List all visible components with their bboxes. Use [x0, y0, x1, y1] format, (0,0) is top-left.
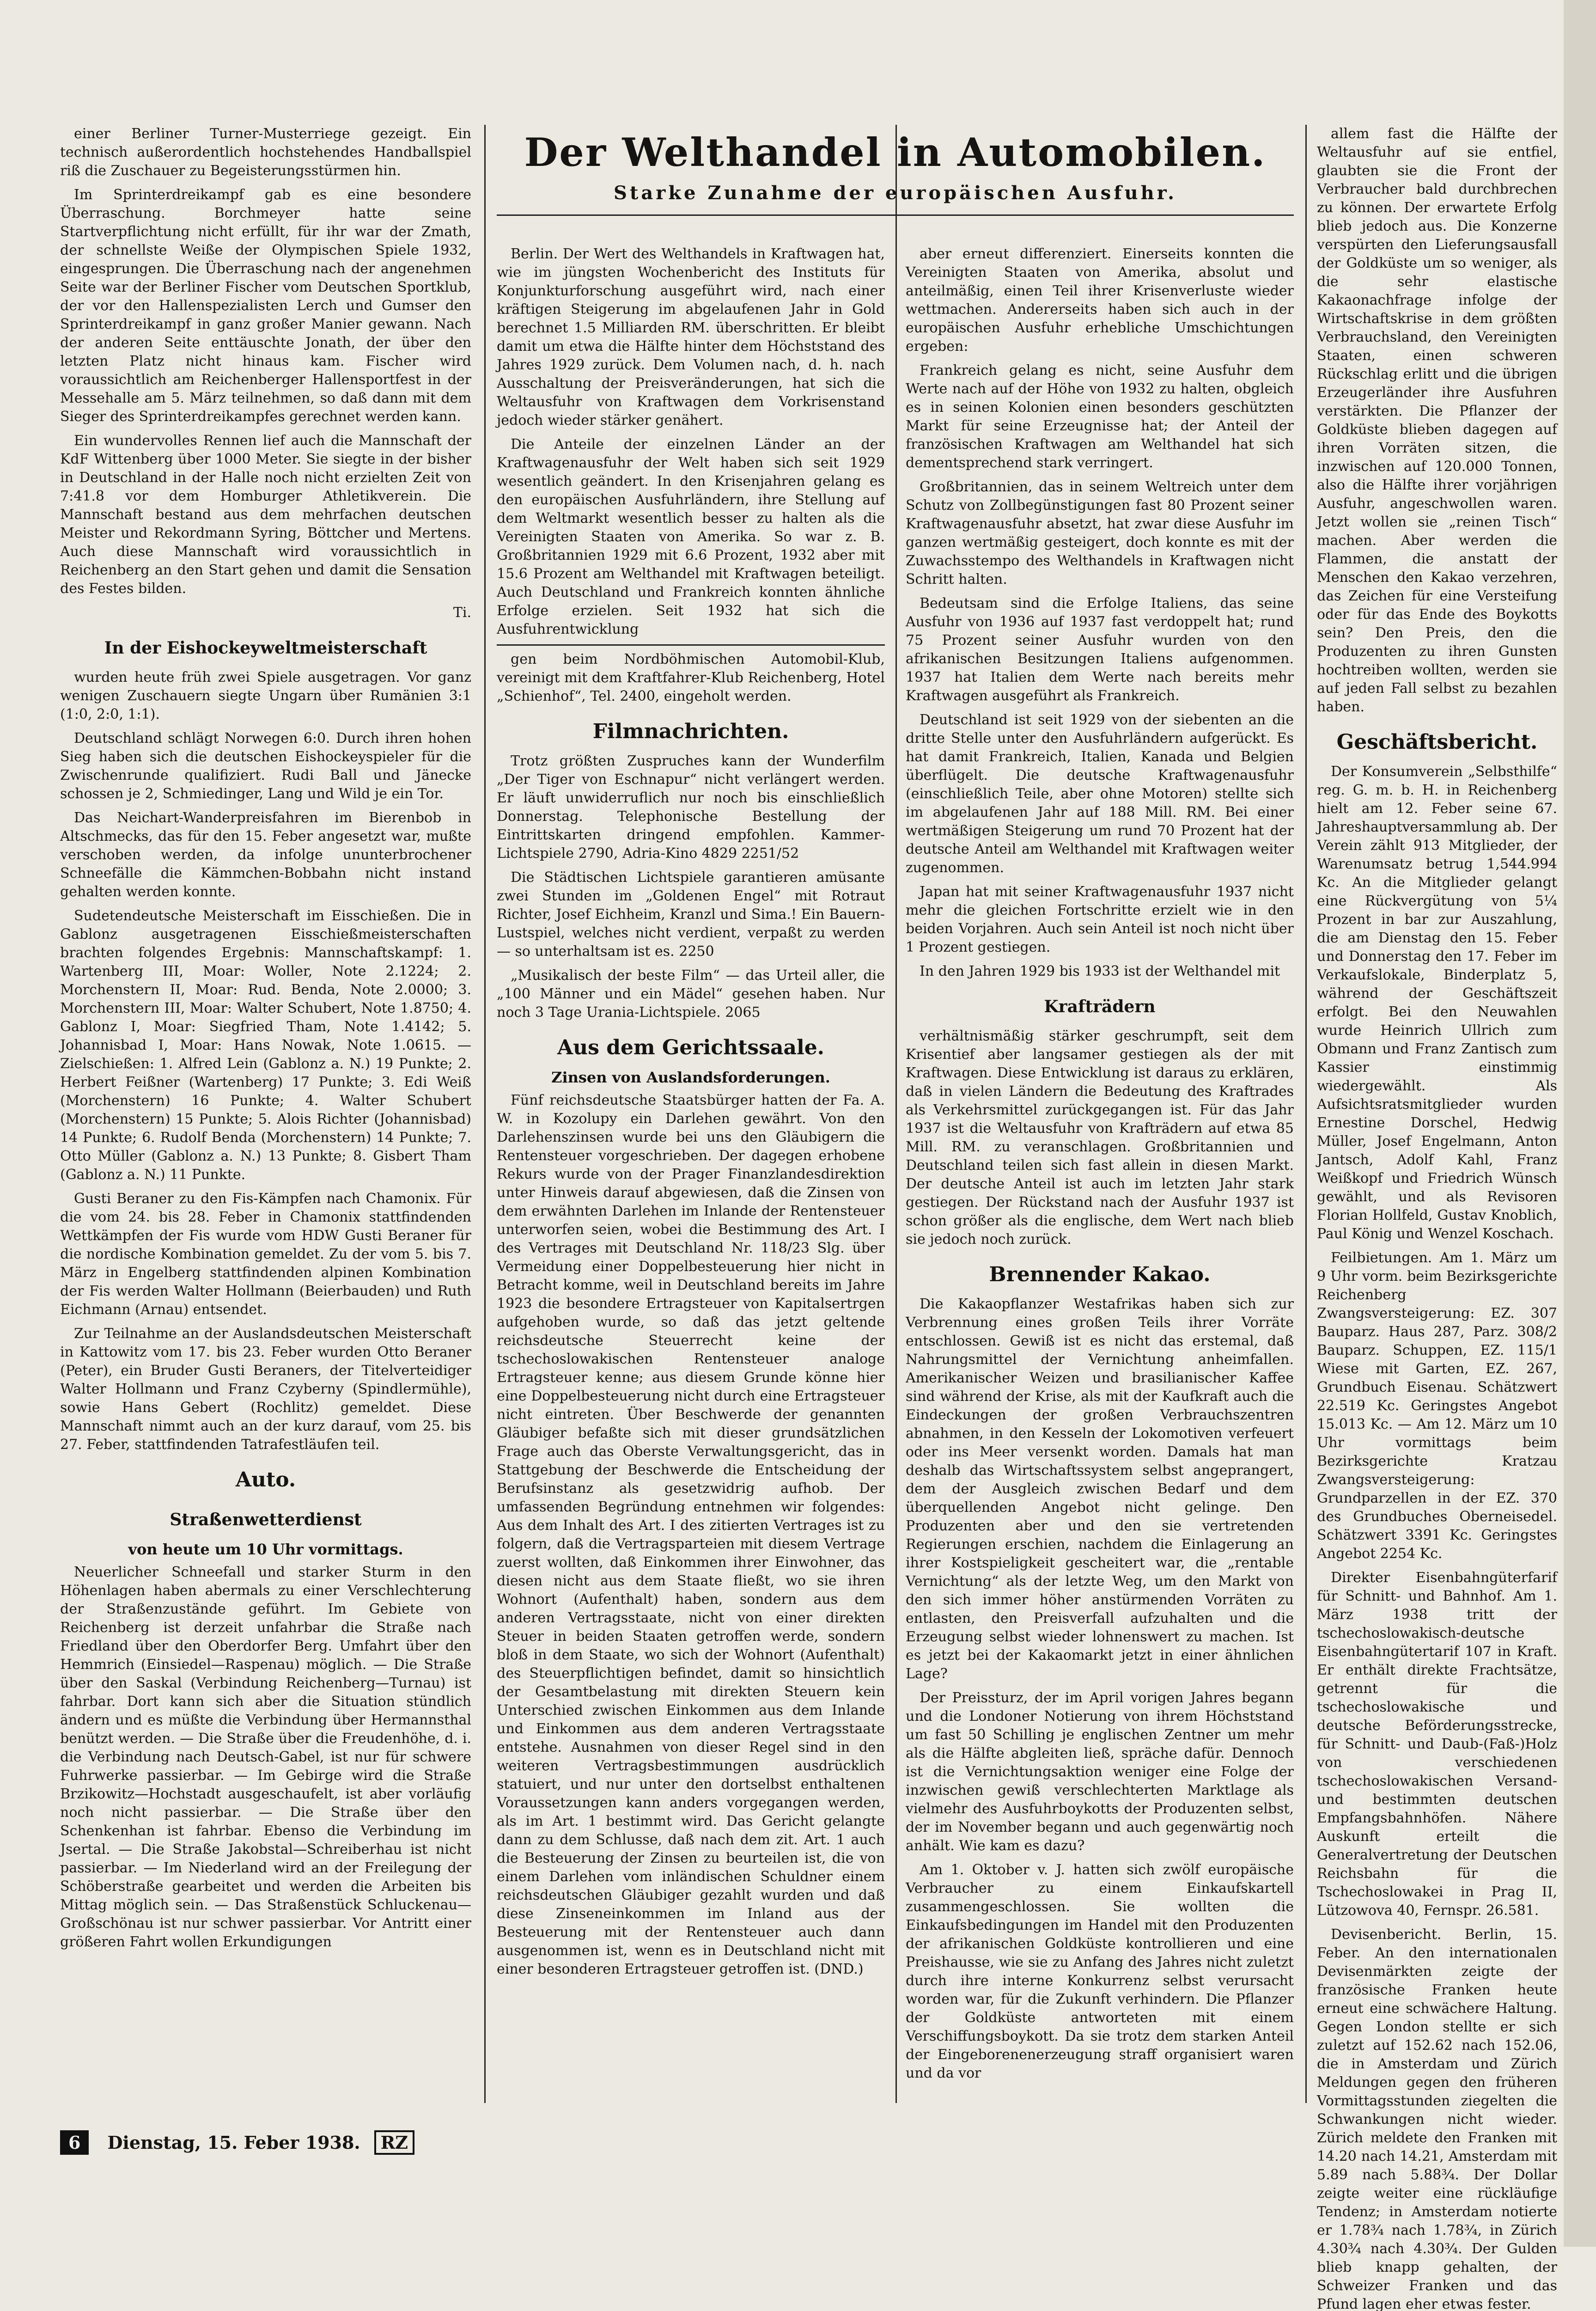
newspaper-page: [60, 69, 1557, 2311]
col4-sec2: [1317, 763, 1557, 2311]
col1-sec2-title: In der Eishockeyweltmeisterschaft: [104, 638, 427, 658]
article-paragraph: Fünf reichsdeutsche Staatsbürger hatten der Fa. A. W. in Kozolupy ein Darlehen gewährt. Von den Darlehenszinsen wurde bei uns den Gläubigern die Rentensteuer vorgeschrieben. Der dagegen erhobene Rekurs wurde von der Prager Finanzlandesdirektion unter Hinweis darauf abgewiesen, daß die Zinsen von dem erwähnten Darlehen im Inlande der Rentensteuer unterworfen seien, wobei die Bestimmung des Art. I des Vertrages mit Deutschland Nr. 118/23 Slg. über Vermeidung einer Doppelbesteuerung hier nicht in Betracht komme, weil in Deutschland bereits im Jahre 1923 die besondere Ertragsteuer von Kapitalsertrgen aufgehoben wurde, so daß das jetzt geltende reichsdeutsche Steuerrecht keine der tschechoslowakischen Rentensteuer analoge Ertragsteuer kenne; aus diesem Grunde könne hier eine Doppelbesteuerung nicht durch eine Ertragsteuer nicht eintreten. Über Beschwerde der genannten Gläubiger befaßte sich mit dieser grundsätzlichen Frage auch das Oberste Verwaltungsgericht, das in Stattgebung der Beschwerde die Entscheidung der Berufsinstanz als gesetzwidrig aufhob. Der umfassenden Begründung entnehmen wir folgendes: Aus dem Inhalt des Art. I des zitierten Vertrages ist zu folgern, daß die Vertragsparteien mit diesem Vertrage zuerst wollten, daß Einkommen ihrer Einwohner, das diesen nicht aus dem Staate fließt, wo sie ihren Wohnort (Aufenthalt) haben, sondern aus dem anderen Vertragsstaate, nicht von einer direkten Steuer in beiden Staaten getroffen werde, sondern bloß in dem Staate, wo sich der Wohnort (Aufenthalt) des Steuerpflichtigen befindet, damit so hinsichtlich der Gesamtbelastung mit direkten Steuern kein Unterschied zwischen Einkommen aus dem Inlande und Einkommen aus dem anderen Vertragsstaate entstehe. Ausnahmen von dieser Regel sind in den weiteren Vertragsbestimmungen ausdrücklich statuiert, und nur unter den dortselbst enthaltenen Voraussetzungen kann anders vorgegangen werden, als im Art. 1 bestimmt wird. Das Gericht gelangte dann zu dem Schlusse, daß nach dem zit. Art. 1 auch die Besteuerung der Zinsen zu beurteilen ist, die von einem Darlehen vom inländischen Schuldner einem reichsdeutschen Gläubiger gezahlt wurden und daß diese Zinseneinkommen im Inland aus der Besteuerung mit der Rentensteuer auch dann ausgenommen ist, wenn es in Deutschland nicht mit einer besonderen Ertragsteuer getroffen ist. (DND.): [497, 1092, 885, 1977]
article-paragraph: Gusti Beraner zu den Fis-Kämpfen nach Chamonix. Für die vom 24. bis 28. Feber in Chamonix stattfindenden Wettkämpfen der Fis wurde vom HDW Gusti Beraner für die nordische Kombination gemeldet. Zu der vom 5. bis 7. März in Engelberg stattfindenden alpinen Kombination der Fis werden Walter Hollmann (Beierbauden) und Ruth Eichmann (Arnau) entsendet.: [60, 1191, 471, 1318]
article-paragraph: Ein wundervolles Rennen lief auch die Mannschaft der KdF Wittenberg über 1000 Meter. Sie siegte in der bisher in Deutschland in der Halle noch nicht erzielten Zeit von 7:41.8 vor dem Homburger Athletikverein. Die Mannschaft bestand aus dem mehrfachen deutschen Meister und Rekordmann Syring, Böttcher und Mertens. Auch diese Mannschaft wird voraussichtlich in Reichenberg an den Start gehen und damit die Sensation des Festes bilden.: [60, 433, 471, 597]
article-paragraph: Am 1. Oktober v. J. hatten sich zwölf europäische Verbraucher zu einem Einkaufskartell zusammengeschlossen. Sie wollten die Einkaufsbedingungen im Handel mit den Produzenten der afrikanischen Goldküste kontrollieren und eine Preishausse, wie sie zu Anfang des Jahres nicht zuletzt durch ihre interne Konkurrenz selbst verursacht worden war, für die Zukunft verhindern. Die Pflanzer der Goldküste antworteten mit einem Verschiffungsboykott. Da sie trotz dem starken Anteil der Eingeborenenerzeugung straff organisiert waren und da vor: [906, 1862, 1294, 2081]
col1-lead: [60, 125, 471, 598]
col3-sec3: [906, 1295, 1294, 2083]
article-paragraph: Deutschland ist seit 1929 von der siebenten an die dritte Stelle unter den Ausfuhrländern aufgerückt. Es hat damit Frankreich, Italien, Kanada und Belgien überflügelt. Die deutsche Kraftwagenausfuhr (einschließlich Teile, aber ohne Motoren) stellte sich im abgelaufenen Jahr auf 188 Mill. RM. Bei einer wertmäßigen Steigerung um rund 70 Prozent hat der deutsche Anteil am Welthandel mit Kraftwagen weiter zugenommen.: [906, 712, 1294, 876]
col2-sec3: [497, 752, 885, 1022]
article-paragraph: einer Berliner Turner-Musterriege gezeigt. Ein technisch außerordentlich hochstehendes Handballspiel riß die Zuschauer zu Begeisterungsstürmen hin.: [60, 126, 471, 179]
article-paragraph: Japan hat mit seiner Kraftwagenausfuhr 1937 nicht mehr die gleichen Fortschritte erzielt wie in den beiden Vorjahren. Auch sein Anteil ist noch nicht über 1 Prozent gestiegen.: [906, 884, 1294, 955]
col1-sec3-sub: Straßenwetterdienst: [170, 1510, 362, 1529]
column-rule: [1305, 125, 1307, 2103]
col2-sec4: [497, 1091, 885, 1979]
article-paragraph: Bedeutsam sind die Erfolge Italiens, das seine Ausfuhr von 1936 auf 1937 fast verdoppelt hat; rund 75 Prozent seiner Ausfuhr wurden von den afrikanischen Besitzungen Italiens aufgenommen. 1937 hat Italien dem Werte nach bereits mehr Kraftwagen ausgeführt als Frankreich.: [906, 595, 1294, 704]
col4-lead: [1317, 125, 1557, 716]
column-rule: [484, 125, 486, 2103]
column-rule: [895, 125, 897, 2103]
article-paragraph: gen beim Nordböhmischen Automobil-Klub, vereinigt mit dem Kraftfahrer-Klub Reichenberg, Hotel „Schienhof“, Tel. 2400, eingeholt werden.: [497, 651, 885, 704]
col2-lead: [497, 245, 885, 639]
article-paragraph: Deutschland schlägt Norwegen 6:0. Durch ihren hohen Sieg haben sich die deutschen Eishockeyspieler für die Zwischenrunde qualifiziert. Rudi Ball und Jänecke schossen je 2, Schmiedinger, Lang und Wild je ein Tor.: [60, 730, 471, 802]
article-paragraph: Berlin. Der Wert des Welthandels in Kraftwagen hat, wie im jüngsten Wochenbericht des Instituts für Konjunkturforschung ausgeführt wird, nach einer kräftigen Steigerung im abgelaufenen Jahr in Gold berechnet 1.5 Milliarden RM. überschritten. Er bleibt damit um etwa die Hälfte hinter dem Höchststand des Jahres 1929 zurück. Dem Volumen nach, d. h. nach Ausschaltung der Preisveränderungen, hat sich die Weltausfuhr von Kraftwagen dem Vorkrisenstand jedoch wieder stärker genähert.: [497, 246, 885, 428]
column-2: [497, 245, 885, 2103]
page-footer: [60, 2126, 414, 2158]
article-paragraph: Großbritannien, das in seinem Weltreich unter dem Schutz von Zollbegünstigungen fast 80 Prozent seiner Kraftwagenausfuhr absetzt, hat zwar diese Ausfuhr im ganzen wertmäßig gesteigert, doch konnte es mit der Zuwachsstempo des Welthandels in Kraftwagen nicht Schritt halten.: [906, 479, 1294, 587]
article-paragraph: Der Konsumverein „Selbsthilfe“ reg. G. m. b. H. in Reichenberg hielt am 12. Feber seine 67. Jahreshauptversammlung ab. Der Verein zählt 913 Mitglieder, der Warenumsatz betrug 1,544.994 Kc. An die Mitglieder gelangt eine Rückvergütung von 5¼ Prozent in bar zur Auszahlung, die am Dienstag den 15. Feber und Donnerstag den 17. Feber im Verkaufslokale, Binderplatz 5, während der Geschäftszeit erfolgt. Bei den Neuwahlen wurde Heinrich Ullrich zum Obmann und Franz Zantisch zum Kassier einstimmig wiedergewählt. Als Aufsichtsratsmitglieder wurden Ernestine Dorschel, Hedwig Müller, Josef Engelmann, Anton Jantsch, Adolf Kahl, Franz Weißkopf und Friedrich Wünsch gewählt, und als Revisoren Florian Hollfeld, Gustav Knoblich, Paul König und Wenzel Koschach.: [1317, 764, 1557, 1242]
column-4: [1317, 125, 1557, 2311]
subheadline: Starke Zunahme der europäischen Ausfuhr.: [613, 182, 1177, 204]
col1-sec3-time: von heute um 10 Uhr vormittags.: [128, 1541, 403, 1558]
article-paragraph: Das Neichart-Wanderpreisfahren im Bierenbob in Altschmecks, das für den 15. Feber angesetzt war, mußte verschoben werden, da infolge ununterbrochener Schneefälle die Kämmchen-Bobbahn nicht instand gehalten werden konnte.: [60, 810, 471, 900]
col3-sec2-title: Krafträdern: [1044, 997, 1156, 1016]
article-paragraph: Trotz größten Zuspruches kann der Wunderfilm „Der Tiger von Eschnapur“ nicht verlängert werden. Er läuft unwiderruflich nur noch bis einschließlich Donnerstag. Telephonische Bestellung der Eintrittskarten dringend empfohlen. Kammer-Lichtspiele 2790, Adria-Kino 4829 2251/52: [497, 753, 885, 862]
issue-date: Dienstag, 15. Feber 1938.: [107, 2132, 360, 2153]
col2-sec2: [497, 644, 885, 706]
col1-sec3: [60, 1563, 471, 1951]
article-paragraph: „Musikalisch der beste Film“ — das Urteil aller, die „100 Männer und ein Mädel“ gesehen haben. Nur noch 3 Tage Urania-Lichtspiele. 2065: [497, 967, 885, 1021]
col1-sec3-title: Auto.: [235, 1468, 296, 1492]
page-number: 6: [60, 2130, 89, 2155]
article-paragraph: Feilbietungen. Am 1. März um 9 Uhr vorm. beim Bezirksgerichte Reichenberg Zwangsversteigerung: EZ. 307 Bauparz. Haus 287, Parz. 308/2 Bauparz. Schuppen, EZ. 115/1 Wiese mit Garten, EZ. 267, Grundbuch Eisenau. Schätzwert 22.519 Kc. Geringstes Angebot 15.013 Kc. — Am 12. März um 10 Uhr vormittags beim Bezirksgerichte Kratzau Zwangsversteigerung: Grundparzellen in der EZ. 370 des Grundbuches Oberneisedel. Schätzwert 3391 Kc. Geringstes Angebot 2254 Kc.: [1317, 1250, 1557, 1562]
article-paragraph: Die Städtischen Lichtspiele garantieren amüsante zwei Stunden im „Goldenen Engel“ mit Rotraut Richter, Josef Eichheim, Kranzl und Sima.! Ein Bauern-Lustspiel, welches nicht verdient, verpaßt zu werden — so unterhaltsam ist es. 2250: [497, 869, 885, 960]
col1-sec2: [60, 668, 471, 1454]
scan-edge: [1564, 0, 1596, 2247]
article-paragraph: Neuerlicher Schneefall und starker Sturm in den Höhenlagen haben abermals zu einer Verschlechterung der Straßenzustände geführt. Im Gebiete von Reichenberg ist derzeit unfahrbar die Straße nach Friedland über den Oberdorfer Berg. Umfahrt über den Hemmrich (Einsiedel—Raspenau) möglich. — Die Straße über den Saskal (Verbindung Reichenberg—Turnau) ist fahrbar. Dort kann sich aber die Situation stündlich ändern und es müßte die Verbindung über Hermannsthal benützt werden. — Die Straße über die Freudenhöhe, d. i. die Verbindung nach Deutsch-Gabel, ist nur für schwere Fuhrwerke passierbar. — Im Gebirge wird die Straße Brzikowitz—Hochstadt ausgeschaufelt, ist aber vorläufig noch nicht passierbar. — Die Straße über den Schenkenhan ist fahrbar. Ebenso die Verbindung im Jsertal. — Die Straße Jakobstal—Schreiberhau ist nicht passierbar. — Im Niederland wird an der Freilegung der Schöberstraße gearbeitet und werden die Arbeiten bis Mittag möglich sein. — Das Straßenstück Schluckenau—Großschönau ist nur schwer passierbar. Vor Antritt einer größeren Fahrt wollen Erkundigungen: [60, 1564, 471, 1950]
article-masthead: [497, 125, 1294, 216]
article-paragraph: In den Jahren 1929 bis 1933 ist der Welthandel mit: [920, 963, 1280, 979]
article-paragraph: Zur Teilnahme an der Auslandsdeutschen Meisterschaft in Kattowitz vom 17. bis 23. Feber wurden Otto Beraner (Peter), ein Bruder Gusti Beraners, der Titelverteidiger Walter Hollmann und Franz Czyberny (Spindlermühle), sowie Hans Gebert (Rochlitz) gemeldet. Diese Mannschaft nimmt auch an der kurz darauf, vom 25. bis 27. Feber, stattfindenden Tatrafestläufen teil.: [60, 1326, 471, 1453]
article-paragraph: Frankreich gelang es nicht, seine Ausfuhr dem Werte nach auf der Höhe von 1932 zu halten, obgleich es in seinen Kolonien einen besonders geschützten Markt für seine Erzeugnisse hat; der Anteil der französischen Kraftwagen am Welthandel hat sich dementsprechend stark verringert.: [906, 362, 1294, 471]
article-paragraph: Die Kakaopflanzer Westafrikas haben sich zur Verbrennung eines großen Teils ihrer Vorräte entschlossen. Gewiß ist es nicht das erstemal, daß Nahrungsmittel der Vernichtung anheimfallen. Amerikanischer Weizen und brasilianischer Kaffee sind während der Krise, als mit der Kaufkraft auch die Eindeckungen der großen Verbrauchszentren abnahmen, in den Kesseln der Lokomotiven verfeuert oder ins Meer versenkt worden. Damals hat man deshalb das Wirtschaftssystem selbst angeprangert, dem der Ausgleich zwischen Bedarf und dem überquellenden Angebot nicht gelinge. Den Produzenten aber und den sie vertretenden Regierungen erschien, nachdem die Einlagerung an ihrer Kostspieligkeit gescheitert war, die „rentable Vernichtung“ als der letzte Weg, um den Markt von den sich immer höher anstürmenden Vorräten zu entlasten, den Preisverfall aufzuhalten und die Erzeugung selbst wieder lohnenswert zu machen. Ist es jetzt bei der Kakaomarkt jetzt in einer ähnlichen Lage?: [906, 1296, 1294, 1682]
col2-sec4-sub: Zinsen von Auslandsforderungen.: [551, 1069, 830, 1086]
col2-sec4-title: Aus dem Gerichtssaale.: [557, 1036, 824, 1059]
col3-lead: [906, 245, 1294, 981]
article-paragraph: wurden heute früh zwei Spiele ausgetragen. Vor ganz wenigen Zuschauern siegte Ungarn über Rumänien 3:1 (1:0, 2:0, 1:1).: [60, 669, 471, 722]
col2-sec3-title: Filmnachrichten.: [592, 720, 789, 743]
article-paragraph: Sudetendeutsche Meisterschaft im Eisschießen. Die in Gablonz ausgetragenen Eisschießmeisterschaften brachten folgendes Ergebnis: Mannschaftskampf: 1. Wartenberg III, Moar: Woller, Note 2.1224; 2. Morchenstern II, Moar: Rud. Benda, Note 2.0000; 3. Morchenstern III, Moar: Walter Schubert, Note 1.8750; 4. Gablonz I, Moar: Siegfried Tham, Note 1.4142; 5. Johannisbad I, Moar: Hans Nowak, Note 1.0615. — Zielschießen: 1. Alfred Lein (Gablonz a. N.) 19 Punkte; 2. Herbert Feißner (Wartenberg) 17 Punkte; 3. Edi Weiß (Morchenstern) 16 Punkte; 4. Walter Schubert (Morchenstern) 15 Punkte; 5. Alois Richter (Johannisbad) 14 Punkte; 6. Rudolf Benda (Morchenstern) 14 Punkte; 7. Otto Müller (Gablonz a. N.) 13 Punkte; 8. Gisbert Tham (Gablonz a. N.) 11 Punkte.: [60, 908, 471, 1183]
headline: Der Welthandel in Automobilen.: [524, 129, 1267, 175]
col1-author: Ti.: [453, 605, 471, 621]
article-paragraph: Devisenbericht. Berlin, 15. Feber. An den internationalen Devisenmärkten zeigte der französische Franken heute erneut eine schwächere Haltung. Gegen London stellte er sich zuletzt auf 152.62 nach 152.06, die in Amsterdam und Zürich Meldungen gegen den früheren Vormittagsstunden ziegelten die Schwankungen nicht wieder. Zürich meldete den Franken mit 14.20 nach 14.21, Amsterdam mit 5.89 nach 5.88¾. Der Dollar zeigte weiter eine rückläufige Tendenz; in Amsterdam notierte er 1.78¾ nach 1.78¾, in Zürich 4.30¾ nach 4.30¾. Der Gulden blieb knapp gehalten, der Schweizer Franken und das Pfund lagen eher etwas fester.: [1317, 1926, 1557, 2311]
article-paragraph: Der Preissturz, der im April vorigen Jahres begann und die Londoner Notierung von ihrem Höchststand um fast 50 Schilling je englischen Zentner um mehr als die Hälfte abgleiten ließ, spräche dafür. Dennoch ist die Vernichtungsaktion weniger eine Folge der inzwischen gewiß verschlechterten Marktlage als vielmehr des Ausfuhrboykotts der Produzenten selbst, der im November begann und auch gegenwärtig noch anhält. Wie kam es dazu?: [906, 1690, 1294, 1854]
column-1: [60, 125, 471, 2103]
col4-sec2-title: Geschäftsbericht.: [1336, 730, 1538, 754]
article-paragraph: Im Sprinterdreikampf gab es eine besondere Überraschung. Borchmeyer hatte seine Startverpflichtung nicht erfüllt, für ihr war der Zmath, der schnellste Weiße der Olympischen Spiele 1932, eingesprungen. Die Überraschung nach der angenehmen Seite war der Berliner Fischer vom Deutschen Sportklub, der vor den Hallenspezialisten Lerch und Gumser den Sprinterdreikampf in ganz großer Manier gewann. Nach der anderen Seite enttäuschte Jonath, der über den letzten Platz nicht hinaus kam. Fischer wird voraussichtlich am Reichenberger Hallensportfest in der Messehalle am 5. März teilnehmen, so daß dann mit dem Sieger des Sprinterdreikampfes gerechnet werden kann.: [60, 187, 471, 425]
article-paragraph: allem fast die Hälfte der Weltausfuhr auf sie entfiel, glaubten sie die Front der Verbraucher bald durchbrechen zu können. Der erwartete Erfolg blieb jedoch aus. Die Konzerne verspürten den Lieferungsausfall der Goldküste um so weniger, als die sehr elastische Kakaonachfrage infolge der Wirtschaftskrise in dem größten Verbrauchsland, den Vereinigten Staaten, einen schweren Rückschlag erlitt und die übrigen Erzeugerländer ihre Ausfuhren verstärkten. Die Pflanzer der Goldküste blieben dagegen auf ihren Vorräten sitzen, die inzwischen auf 120.000 Tonnen, also die Hälfte ihrer vorjährigen Ausfuhr, angeschwollen waren. Jetzt wollen sie „reinen Tisch“ machen. Aber werden die Flammen, die anstatt der Menschen den Kakao verzehren, das Zeichen für eine Versteifung oder für das Ende des Boykotts sein? Den Preis, den die Produzenten zu ihren Gunsten hochtreiben wollten, werden sie auf jeden Fall selbst zu bezahlen haben.: [1317, 126, 1557, 715]
article-paragraph: Direkter Eisenbahngüterfarif für Schnitt- und Bahnhof. Am 1. März 1938 tritt der tschechoslowakisch-deutsche Eisenbahngütertarif 107 in Kraft. Er enthält direkte Frachtsätze, getrennt für die tschechoslowakische und deutsche Beförderungsstrecke, für Schnitt- und Daub-(Faß-)Holz von verschiedenen tschechoslowakischen Versand- und bestimmten deutschen Empfangsbahnhöfen. Nähere Auskunft erteilt die Generalvertretung der Deutschen Reichsbahn für die Tschechoslowakei in Prag II, Lützowova 40, Fernspr. 26.581.: [1317, 1570, 1557, 1919]
article-paragraph: Die Anteile der einzelnen Länder an der Kraftwagenausfuhr der Welt haben sich seit 1929 wesentlich geändert. In den Krisenjahren gelang es den europäischen Ausfuhrländern, ihre Stellung auf dem Weltmarkt wesentlich besser zu halten als die Vereinigten Staaten von Amerika. So war z. B. Großbritannien 1929 mit 6.6 Prozent, 1932 aber mit 15.6 Prozent am Welthandel mit Kraftwagen beteiligt. Auch Deutschland und Frankreich konnten ähnliche Erfolge erzielen. Seit 1932 hat sich die Ausfuhrentwicklung: [497, 436, 885, 637]
column-3: [906, 245, 1294, 2103]
col3-sec2: [906, 1027, 1294, 1249]
article-paragraph: aber erneut differenziert. Einerseits konnten die Vereinigten Staaten von Amerika, absolut und anteilmäßig, einen Teil ihrer Krisenverluste wieder wettmachen. Andererseits haben sich auch in der europäischen Ausfuhr erhebliche Umschichtungen ergeben:: [906, 246, 1294, 355]
article-paragraph: verhältnismäßig stärker geschrumpft, seit dem Krisentief aber langsamer gestiegen als der mit Kraftwagen. Diese Entwicklung ist daraus zu erklären, daß in vielen Ländern die Bedeutung des Kraftrades als Verkehrsmittel zurückgegangen ist. Für das Jahr 1937 ist die Weltausfuhr von Krafträdern auf etwa 85 Mill. RM. zu veranschlagen. Großbritannien und Deutschland teilen sich fast allein in diesen Markt. Der deutsche Anteil ist auch im letzten Jahr stark gestiegen. Der Rückstand nach der Ausfuhr 1937 ist schon größer als die englische, dem Wert nach blieb sie jedoch noch zurück.: [906, 1028, 1294, 1247]
col3-sec3-title: Brennender Kakao.: [989, 1263, 1211, 1286]
publisher-logo: RZ: [374, 2130, 414, 2155]
